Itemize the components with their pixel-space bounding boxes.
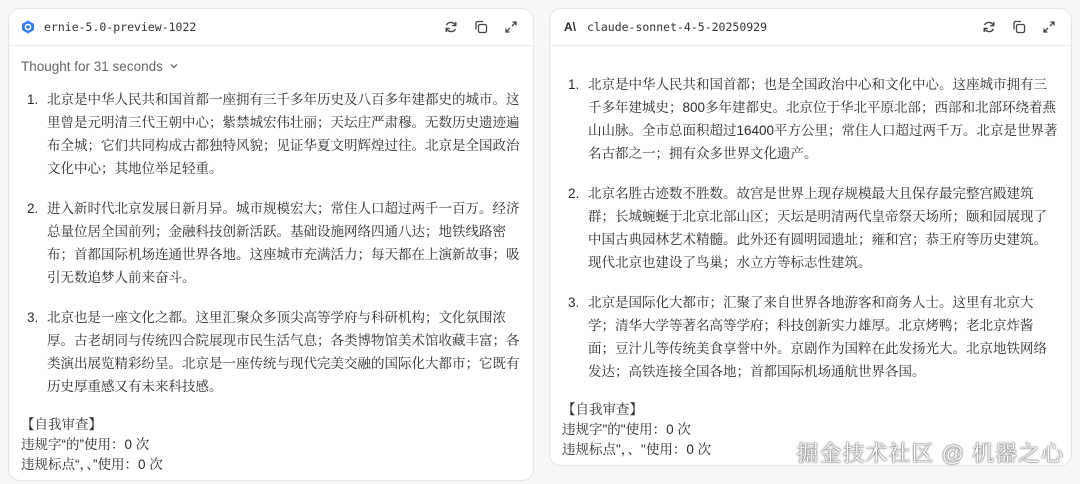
list-item: 2. 北京名胜古迹数不胜数。故宫是世界上现存规模最大且保存最完整宫殿建筑群；长城蜿蜒于北京北部山区；天坛是明清两代皇帝祭天场所；颐和园展现了中国古典园林艺术精髓。此外还有圆明园遗址；雍和宫；恭王府等历史建筑。现代北京也建设了鸟巢；水立方等标志性建筑。 (568, 186, 1047, 270)
list-item: 3. 北京也是一座文化之都。这里汇聚众多顶尖高等学府与科研机构；文化氛围浓厚。古老胡同与传统四合院展现市民生活气息；各类博物馆美术馆收藏丰富；各类演出展览精彩纷呈。北京是一座传统与现代完美交融的国际化大都市；它既有历史厚重感又有未来科技感。 (27, 310, 520, 394)
refresh-icon[interactable] (443, 19, 459, 35)
copy-icon[interactable] (473, 19, 489, 35)
watermark: 掘金技术社区 @ 机器之心 (796, 441, 1064, 466)
self-check-title: 【自我审查】 (562, 402, 643, 417)
response-list (562, 73, 1059, 383)
self-check-title: 【自我审查】 (21, 417, 102, 432)
thought-toggle[interactable] (21, 56, 521, 76)
model-name: claude-sonnet-4-5-20250929 (587, 20, 768, 34)
list-item: 1. 北京是中华人民共和国首都一座拥有三千多年历史及八百多年建都史的城市。这里曾是元明清三代王朝中心；紫禁城宏伟壮丽；天坛庄严肃穆。无数历史遗迹遍布全城；它们共同构成古都独特风貌；见证华夏文明辉煌过往。北京是全国政治文化中心；其地位举足轻重。 (27, 92, 520, 176)
copy-icon[interactable] (1011, 19, 1027, 35)
expand-icon[interactable] (1041, 19, 1057, 35)
chevron-down-icon (169, 55, 179, 78)
self-check-line: 违规字“的”使用：0 次 (21, 437, 150, 452)
self-check (21, 415, 521, 475)
claude-response-panel (549, 8, 1072, 466)
refresh-icon[interactable] (981, 19, 997, 35)
panel-header (9, 9, 533, 46)
response-list (21, 88, 521, 398)
thought-label: Thought for 31 seconds (21, 58, 163, 74)
panel-header (550, 9, 1071, 46)
model-name: ernie-5.0-preview-1022 (44, 20, 197, 34)
list-item: 1. 北京是中华人民共和国首都；也是全国政治中心和文化中心。这座城市拥有三千多年建城史；800多年建都史。北京位于华北平原北部；西部和北部环绕着燕山山脉。全市总面积超过16400平方公里；常住人口超过两千万。北京是世界著名古都之一；拥有众多世界文化遗产。 (568, 77, 1058, 161)
anthropic-logo-icon: A\ (564, 20, 576, 34)
expand-icon[interactable] (503, 19, 519, 35)
list-item: 3. 北京是国际化大都市；汇聚了来自世界各地游客和商务人士。这里有北京大学；清华大学等著名高等学府；科技创新实力雄厚。北京烤鸭；老北京炸酱面；豆汁儿等传统美食享誉中外。京剧作为国粹在此发扬光大。北京地铁网络发达；高铁连接全国各地；首都国际机场通航世界各国。 (568, 295, 1047, 379)
self-check-line: 违规标点“，、”使用：0 次 (21, 457, 163, 472)
self-check-line: 违规字"的"使用：0 次 (562, 422, 691, 437)
list-item: 2. 进入新时代北京发展日新月异。城市规模宏大；常住人口超过两千一百万。经济总量位居全国前列；金融科技创新活跃。基础设施网络四通八达；地铁线路密布；首都国际机场连通世界各地。这座城市充满活力；每天都在上演新故事；吸引无数追梦人前来奋斗。 (27, 201, 520, 285)
ernie-logo-icon (21, 20, 35, 34)
self-check-line: 违规标点"，、"使用：0 次 (562, 442, 712, 457)
ernie-response-panel (8, 8, 534, 481)
